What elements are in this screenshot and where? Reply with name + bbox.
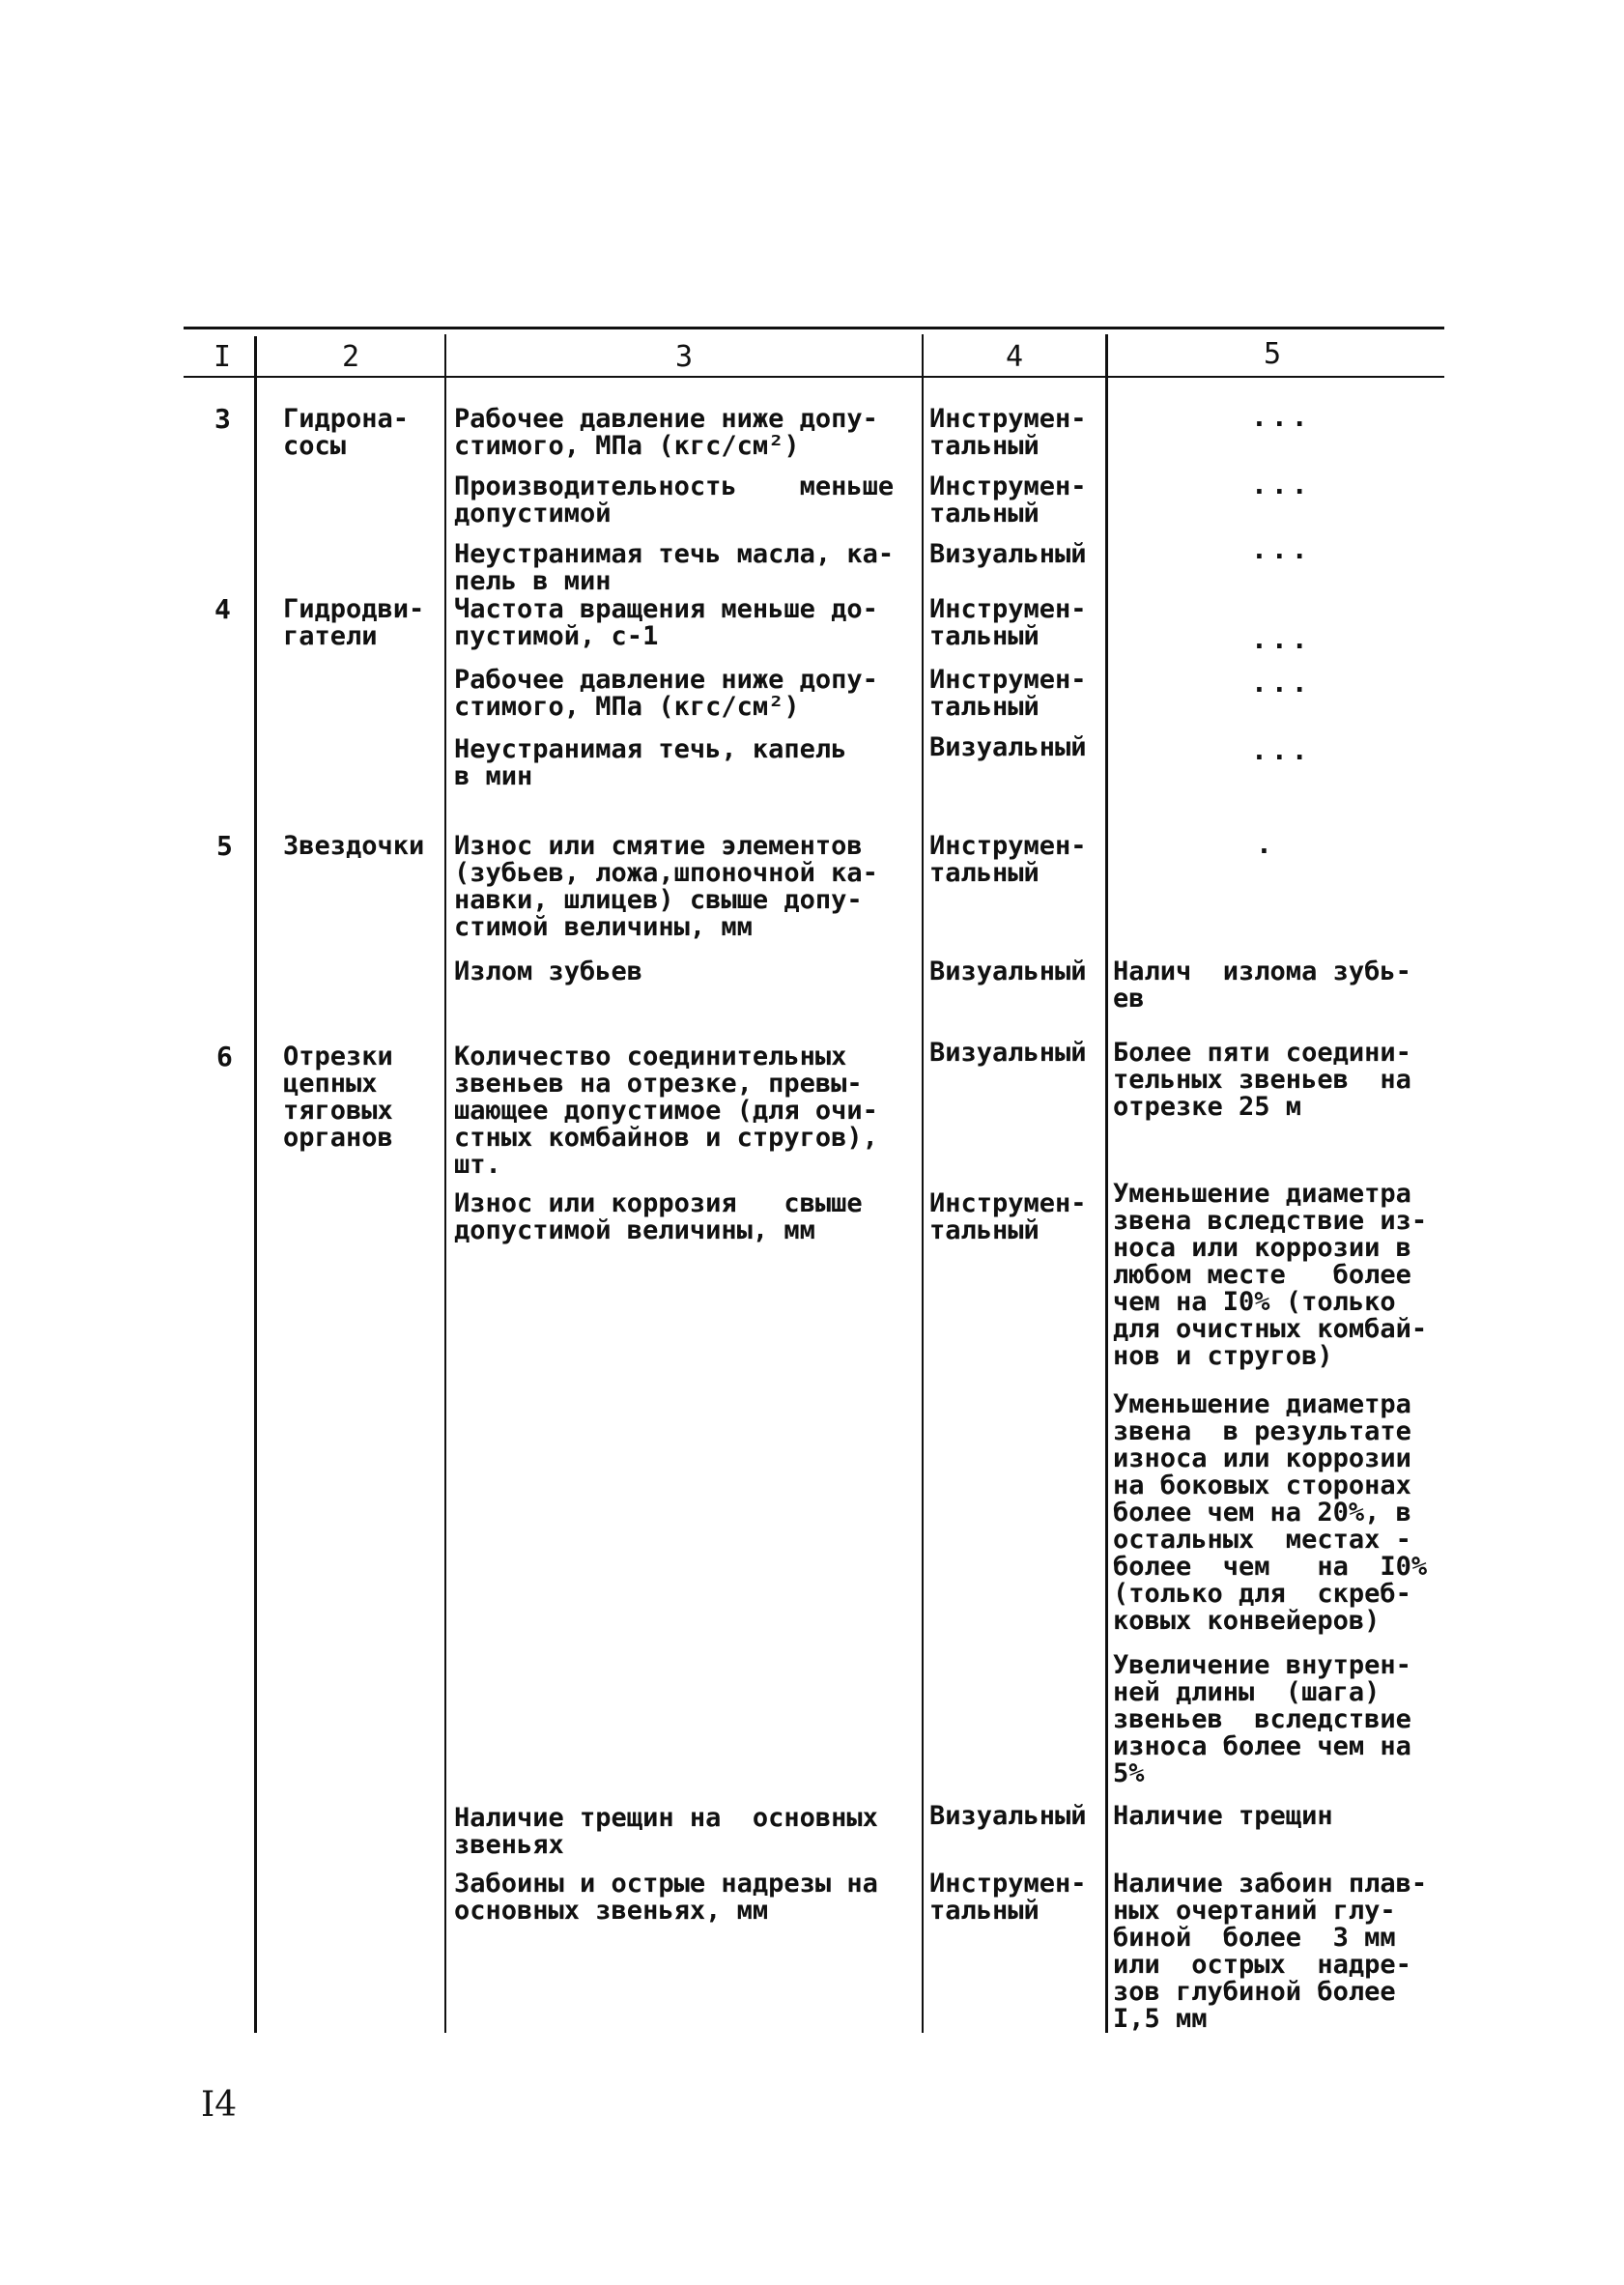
row-number: 6 (216, 1041, 233, 1072)
limit-text: Уменьшение диаметра звена вследствие из- носа или коррозии в любом месте более чем на I0% (только для очистных комбай- нов и стругов) (1113, 1179, 1428, 1371)
limit-ellipsis: ... (1251, 533, 1312, 565)
method: Инструмен- тальный (929, 471, 1087, 528)
criterion: Излом зубьев (454, 957, 643, 986)
header-bottom-rule (184, 376, 1444, 378)
criterion: Частота вращения меньше до- пустимой, с-1 (454, 594, 878, 651)
limit-text: Уменьшение диаметра звена в результате износа или коррозии на боковых сторонах более чем на 20%, в остальных местах - более чем на I0% (только для скреб- ковых конвейеров) (1113, 1389, 1428, 1636)
criterion: Рабочее давление ниже допу- стимого, МПа (кгс/см²) (454, 665, 878, 722)
row-number: 4 (214, 593, 231, 625)
header-col-1: I (213, 340, 232, 374)
method: Инструмен- тальный (929, 1188, 1087, 1245)
part-name: Гидрона- сосы (283, 404, 410, 461)
method: Инструмен- тальный (929, 665, 1087, 722)
col-divider-4 (1105, 334, 1108, 2033)
limit-ellipsis: ... (1251, 469, 1312, 500)
limit-ellipsis: ... (1251, 734, 1312, 766)
limit-dot: . (1256, 828, 1276, 860)
part-name: Отрезки цепных тяговых органов (283, 1042, 393, 1153)
limit-ellipsis: ... (1251, 401, 1312, 433)
limit-text: Увеличение внутрен- ней длины (шага) звеньев вследствие износа более чем на 5% (1113, 1650, 1411, 1788)
part-name: Гидродви- гатели (283, 594, 425, 651)
limit-text: Налич излома зубь- ев (1113, 957, 1411, 1014)
limit-ellipsis: ... (1251, 623, 1312, 655)
limit-ellipsis: ... (1251, 667, 1312, 699)
method: Визуальный (929, 539, 1087, 569)
criterion: Неустранимая течь масла, ка- пель в мин (454, 539, 895, 596)
criterion: Износ или смятие элементов (зубьев, ложа,шпоночной ка- навки, шлицев) свыше допу- стимой величины, мм (454, 831, 878, 942)
header-col-3: 3 (674, 340, 694, 374)
method: Инструмен- тальный (929, 594, 1087, 651)
criterion: Количество соединительных звеньев на отрезке, превы- шающее допустимое (для очи- стных комбайнов и стругов), шт. (454, 1042, 878, 1180)
header-col-2: 2 (341, 340, 360, 374)
page-number: I4 (201, 2085, 238, 2125)
limit-text: Наличие трещин (1113, 1801, 1333, 1831)
criterion: Неустранимая течь, капель в мин (454, 734, 847, 791)
table-top-rule (184, 327, 1444, 329)
part-name: Звездочки (283, 831, 425, 861)
criterion: Наличие трещин на основных звеньях (454, 1803, 878, 1860)
col-divider-2 (444, 334, 446, 2033)
method: Визуальный (929, 1801, 1087, 1831)
header-col-4: 4 (1005, 340, 1024, 374)
header-col-5: 5 (1263, 337, 1282, 371)
criterion: Производительность меньше допустимой (454, 471, 895, 528)
limit-text: Более пяти соедини- тельных звеньев на отрезке 25 м (1113, 1038, 1411, 1122)
method: Инструмен- тальный (929, 404, 1087, 461)
method: Визуальный (929, 732, 1087, 762)
method: Инструмен- тальный (929, 831, 1087, 888)
row-number: 5 (216, 830, 233, 862)
method: Инструмен- тальный (929, 1869, 1087, 1926)
col-divider-3 (922, 334, 924, 2033)
method: Визуальный (929, 957, 1087, 986)
criterion: Забоины и острые надрезы на основных звеньях, мм (454, 1869, 878, 1926)
criterion: Рабочее давление ниже допу- стимого, МПа (кгс/см²) (454, 404, 878, 461)
col-divider-1 (254, 336, 257, 2033)
limit-text: Наличие забоин плав- ных очертаний глу- биной более 3 мм или острых надре- зов глубиной более I,5 мм (1113, 1869, 1428, 2034)
row-number: 3 (214, 403, 231, 435)
criterion: Износ или коррозия свыше допустимой величины, мм (454, 1188, 863, 1245)
method: Визуальный (929, 1038, 1087, 1068)
